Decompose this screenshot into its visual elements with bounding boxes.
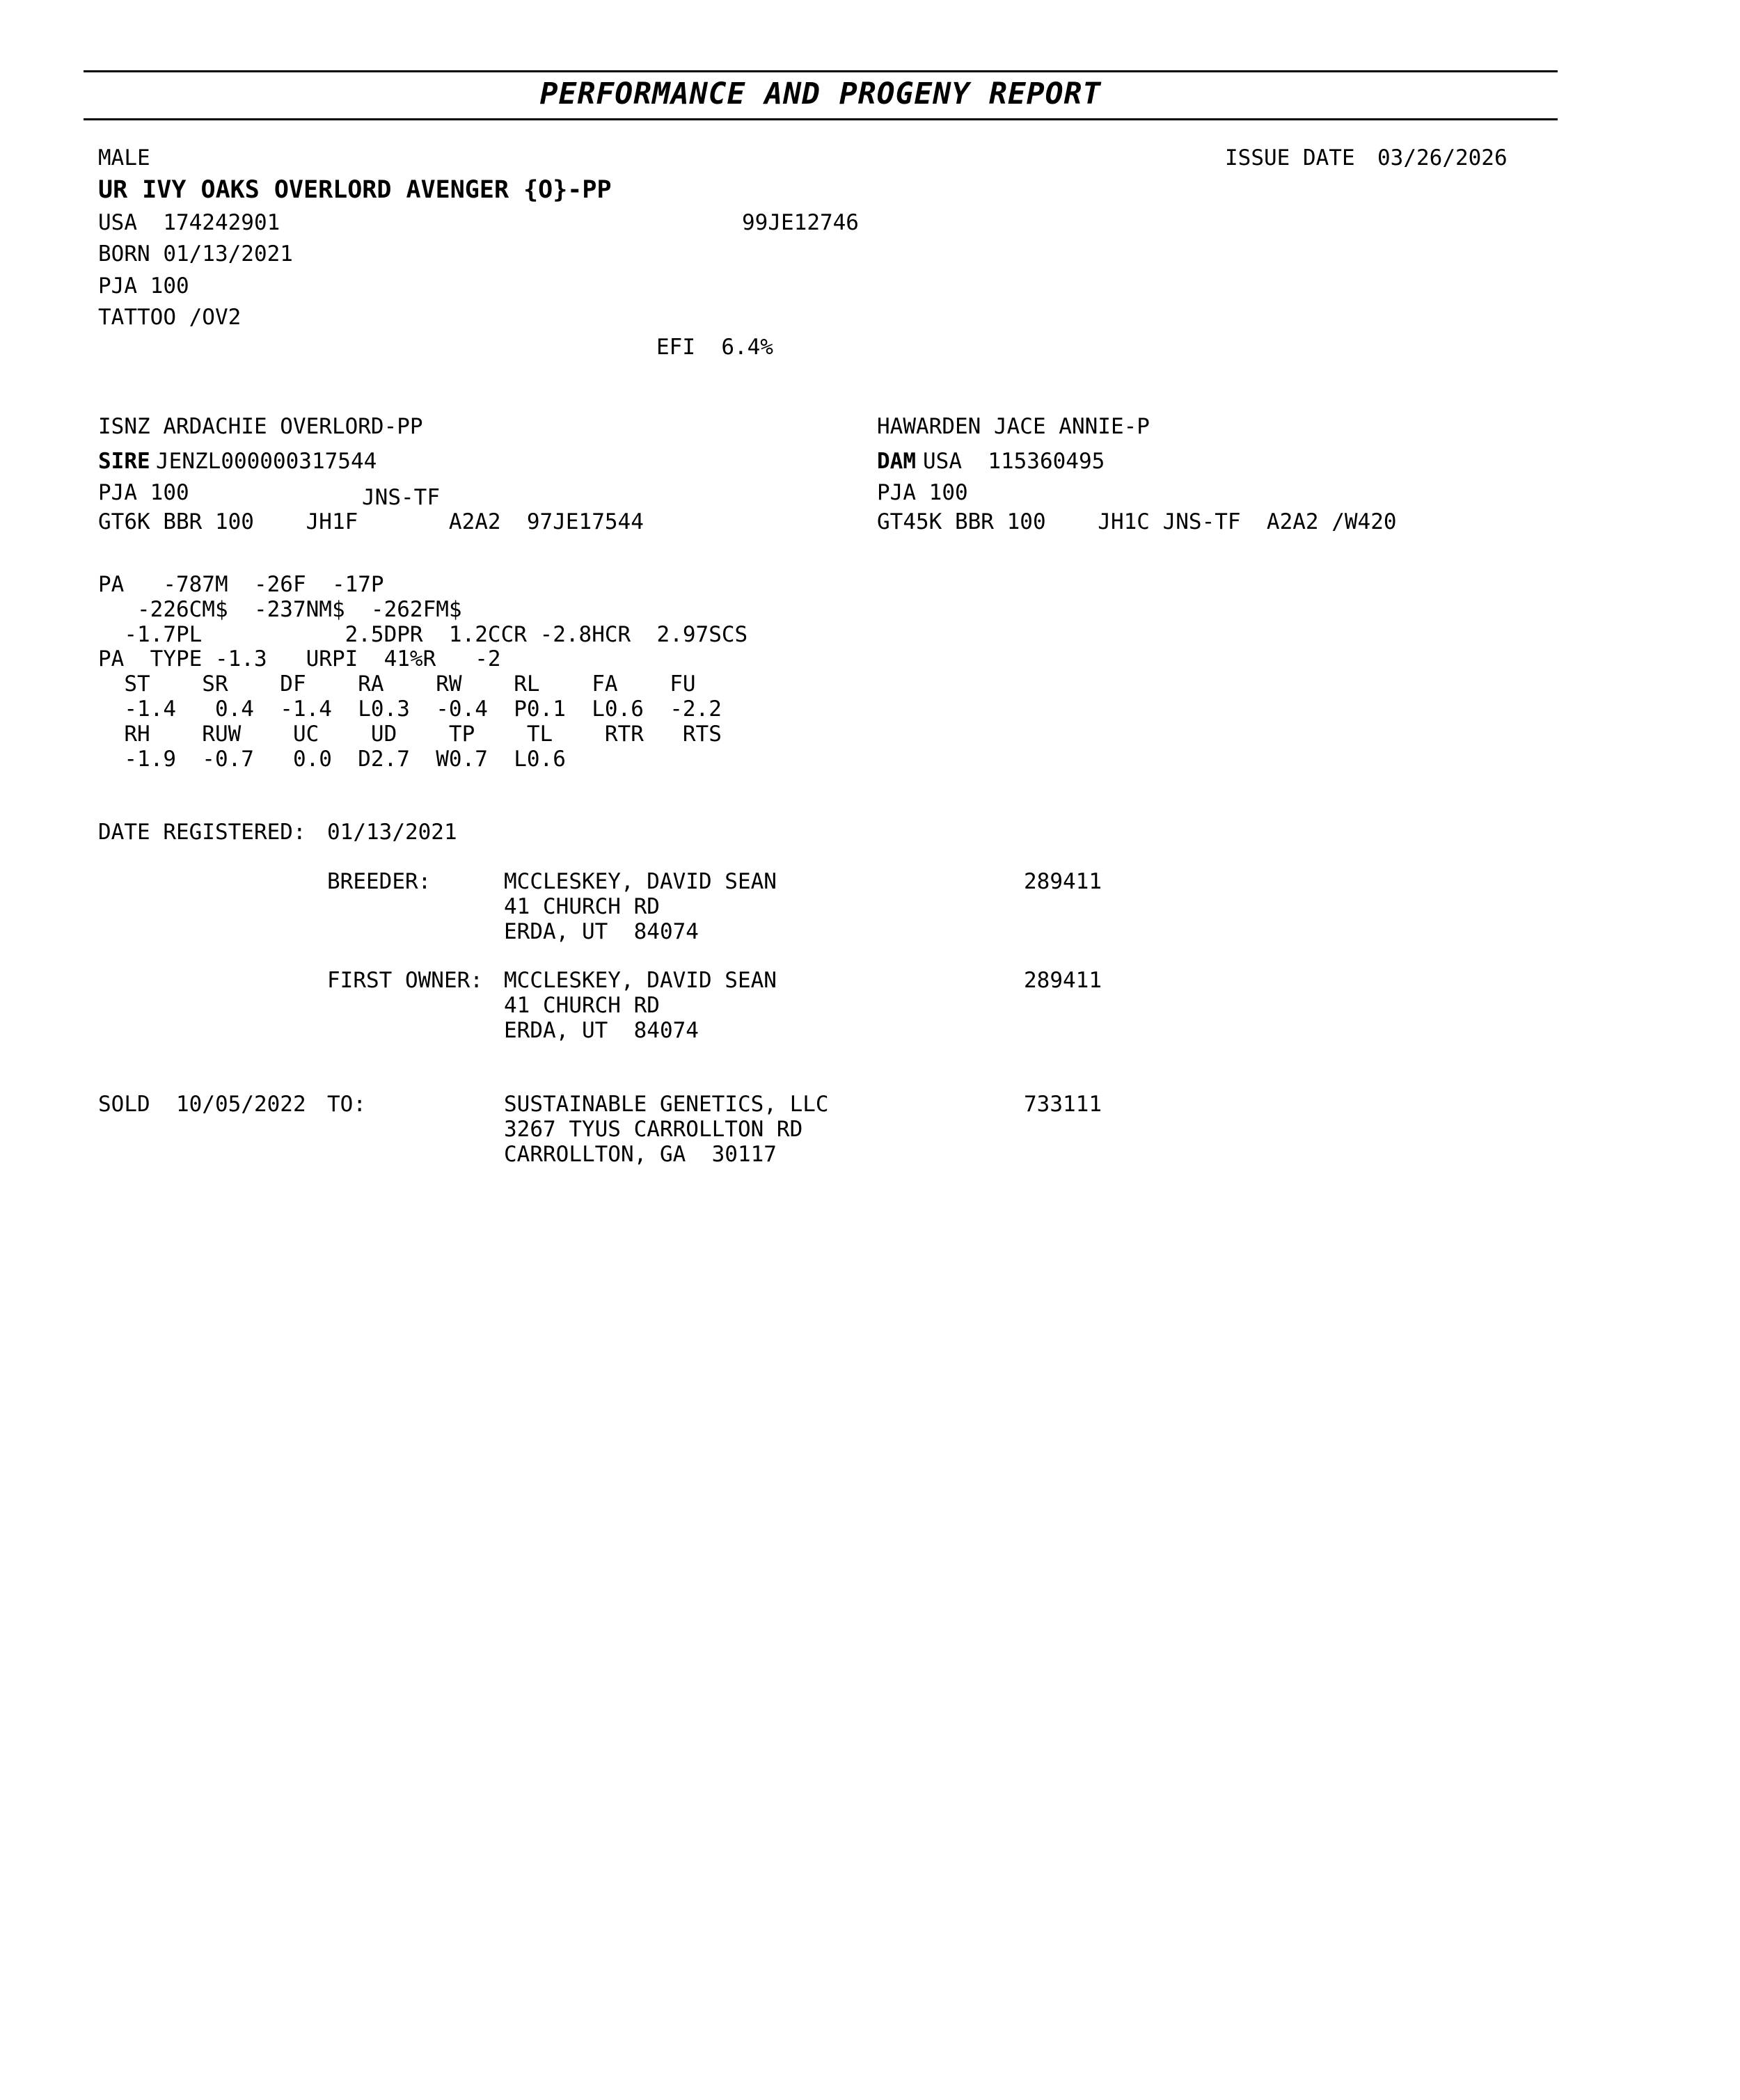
breeder-number: 289411 bbox=[1024, 869, 1102, 894]
sire-name: ISNZ ARDACHIE OVERLORD-PP bbox=[98, 414, 423, 439]
breeder-city: ERDA, UT 84074 bbox=[504, 919, 699, 944]
first-owner-name: MCCLESKEY, DAVID SEAN bbox=[504, 968, 777, 993]
dam-label: DAM bbox=[877, 449, 916, 474]
date-registered: 01/13/2021 bbox=[327, 820, 457, 845]
pa-line: -1.9 -0.7 0.0 D2.7 W0.7 L0.6 bbox=[98, 747, 566, 772]
issue-date-label: ISSUE DATE bbox=[1225, 145, 1355, 170]
pa-line: PA -787M -26F -17P bbox=[98, 572, 384, 597]
buyer-street: 3267 TYUS CARROLLTON RD bbox=[504, 1117, 803, 1142]
sire-label: SIRE bbox=[98, 449, 150, 474]
animal-name: UR IVY OAKS OVERLORD AVENGER {O}-PP bbox=[98, 176, 612, 204]
animal-tattoo: TATTOO /OV2 bbox=[98, 305, 242, 330]
first-owner-street: 41 CHURCH RD bbox=[504, 993, 660, 1018]
issue-date: 03/26/2026 bbox=[1377, 145, 1508, 170]
pa-line: -1.4 0.4 -1.4 L0.3 -0.4 P0.1 L0.6 -2.2 bbox=[98, 697, 722, 722]
pa-line: -1.7PL 2.5DPR 1.2CCR -2.8HCR 2.97SCS bbox=[98, 622, 748, 647]
sire-id: JENZL000000317544 bbox=[156, 449, 377, 474]
top-rule bbox=[84, 70, 1558, 72]
dam-pja: PJA 100 bbox=[877, 480, 968, 505]
breeder-label: BREEDER: bbox=[327, 869, 432, 894]
animal-efi: EFI 6.4% bbox=[656, 335, 773, 360]
sire-jns: JNS-TF bbox=[362, 485, 440, 510]
sire-genotype: GT6K BBR 100 JH1F A2A2 97JE17544 bbox=[98, 509, 644, 534]
animal-registration: USA 174242901 bbox=[98, 210, 280, 235]
pa-line: RH RUW UC UD TP TL RTR RTS bbox=[98, 722, 722, 747]
first-owner-label: FIRST OWNER: bbox=[327, 968, 483, 993]
first-owner-city: ERDA, UT 84074 bbox=[504, 1018, 699, 1043]
date-registered-label: DATE REGISTERED: bbox=[98, 820, 306, 845]
dam-id: USA 115360495 bbox=[923, 449, 1105, 474]
buyer-number: 733111 bbox=[1024, 1092, 1102, 1117]
pa-line: PA TYPE -1.3 URPI 41%R -2 bbox=[98, 646, 501, 671]
breeder-name: MCCLESKEY, DAVID SEAN bbox=[504, 869, 777, 894]
pa-line: ST SR DF RA RW RL FA FU bbox=[98, 671, 696, 697]
animal-pja: PJA 100 bbox=[98, 273, 189, 299]
first-owner-number: 289411 bbox=[1024, 968, 1102, 993]
dam-genotype: GT45K BBR 100 JH1C JNS-TF A2A2 /W420 bbox=[877, 509, 1397, 534]
pa-line: -226CM$ -237NM$ -262FM$ bbox=[98, 597, 462, 622]
dam-name: HAWARDEN JACE ANNIE-P bbox=[877, 414, 1150, 439]
buyer-name: SUSTAINABLE GENETICS, LLC bbox=[504, 1092, 829, 1117]
report-title: PERFORMANCE AND PROGENY REPORT bbox=[539, 77, 1102, 111]
animal-sex: MALE bbox=[98, 145, 150, 170]
breeder-street: 41 CHURCH RD bbox=[504, 894, 660, 919]
sold-label: SOLD 10/05/2022 bbox=[98, 1092, 306, 1117]
animal-code: 99JE12746 bbox=[742, 210, 859, 235]
title-rule bbox=[84, 118, 1558, 120]
sire-pja: PJA 100 bbox=[98, 480, 189, 505]
buyer-city: CARROLLTON, GA 30117 bbox=[504, 1142, 777, 1167]
sold-to-label: TO: bbox=[327, 1092, 366, 1117]
animal-born: BORN 01/13/2021 bbox=[98, 241, 293, 267]
